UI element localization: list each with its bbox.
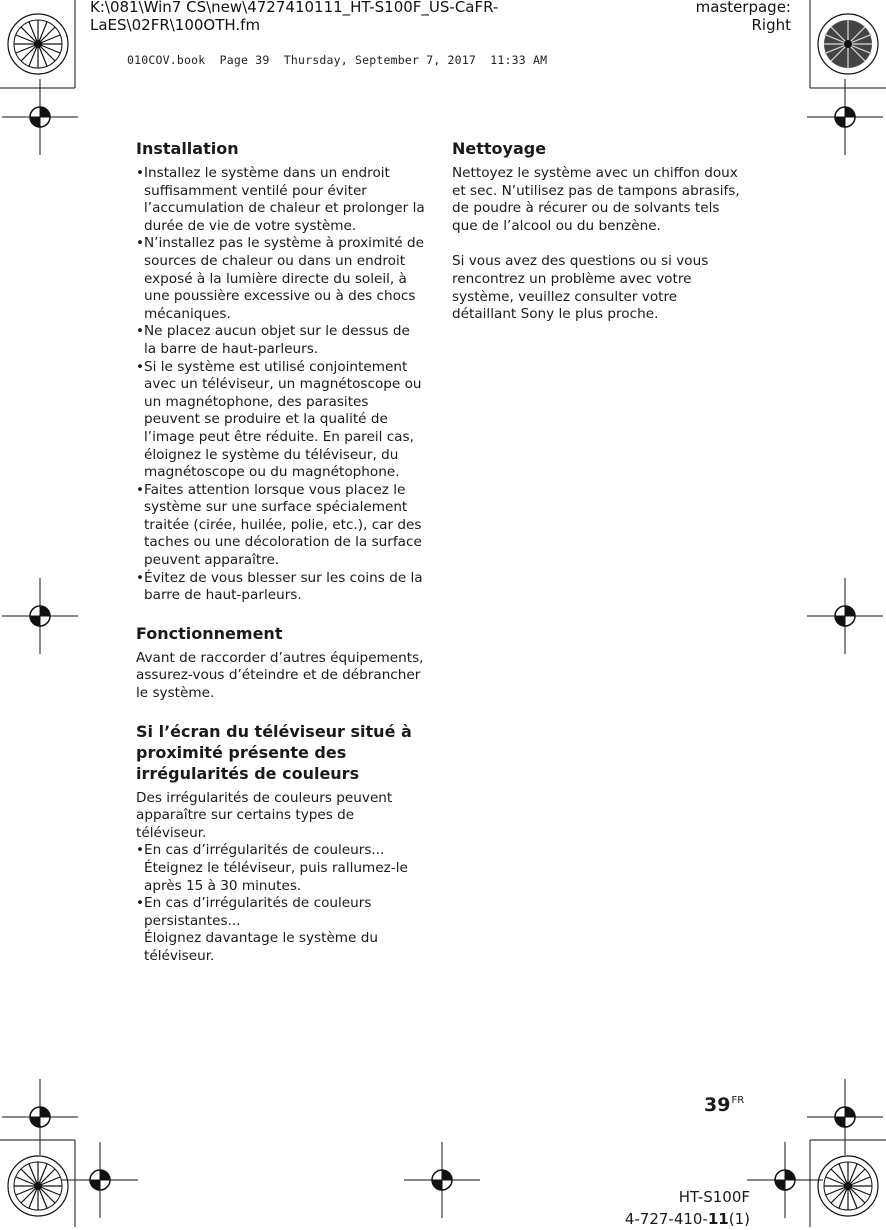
list-item: • N’installez pas le système à proximité de sources de chaleur ou dans un endroit exposé à la lumière directe du soleil, à une poussière excessive ou à des chocs mécaniques. (136, 235, 426, 323)
list-item: • En cas d’irrégularités de couleurs persistantes... Éloignez davantage le système du téléviseur. (136, 895, 426, 965)
fonctionnement-heading: Fonctionnement (136, 623, 283, 643)
installation-list (136, 165, 426, 605)
list-item: • Évitez de vous blesser sur les coins de la barre de haut-parleurs. (136, 570, 426, 605)
list-item: • Installez le système dans un endroit suffisamment ventilé pour éviter l’accumulation de chaleur et prolonger la durée de vie de votre système. (136, 165, 426, 235)
list-item: • Ne placez aucun objet sur le dessus de la barre de haut-parleurs. (136, 323, 426, 358)
left-column (136, 138, 426, 966)
couleurs-heading: Si l’écran du téléviseur situé à proximité présente des irrégularités de couleurs (136, 721, 412, 783)
nettoyage-text: Nettoyez le système avec un chiffon doux et sec. N’utilisez pas de tampons abrasifs, de poudre à récurer ou de solvants tels que de l’alcool ou du benzène. (452, 165, 740, 234)
page-number: $39^{FR}$ (704, 1094, 745, 1116)
masterpage-label: masterpage: Right (695, 0, 791, 34)
model-name: HT-S100F (678, 1188, 750, 1206)
part-code: 4-727-410-11(1) (624, 1210, 750, 1228)
fonctionnement-text: Avant de raccorder d’autres équipements, assurez-vous d’éteindre et de débrancher le système. (136, 649, 424, 702)
right-column (452, 138, 742, 324)
couleurs-list (136, 842, 426, 965)
couleurs-intro: Des irrégularités de couleurs peuvent apparaître sur certains types de téléviseur. (136, 789, 393, 841)
support-text: Si vous avez des questions ou si vous rencontrez un problème avec votre système, veuillez consulter votre détaillant Sony le plus proche. (452, 253, 709, 323)
installation-heading: Installation (136, 139, 239, 158)
list-item: • En cas d’irrégularités de couleurs... Éteignez le téléviseur, puis rallumez-le après 15 à 30 minutes. (136, 842, 426, 895)
page-lang: FR (731, 1095, 745, 1106)
nettoyage-heading: Nettoyage (452, 139, 547, 158)
file-path: K:\081\Win7 CS\new\4727410111_HT-S100F_US-CaFR- LaES\02FR\100OTH.fm (90, 0, 499, 34)
book-info-line: 010COV.book Page 39 Thursday, September 7, 2017 11:33 AM (127, 53, 548, 67)
list-item: • Faites attention lorsque vous placez le système sur une surface spécialement traitée (cirée, huilée, polie, etc.), car des taches ou une décoloration de la surface peuvent apparaître. (136, 482, 426, 570)
footer-model-info (625, 1186, 750, 1230)
list-item: • Si le système est utilisé conjointement avec un téléviseur, un magnétoscope ou un magnétophone, des parasites peuvent se produire et la qualité de l’image peut être réduite. En pareil cas, éloignez le système du téléviseur, du magnétoscope ou du magnétophone. (136, 359, 426, 482)
